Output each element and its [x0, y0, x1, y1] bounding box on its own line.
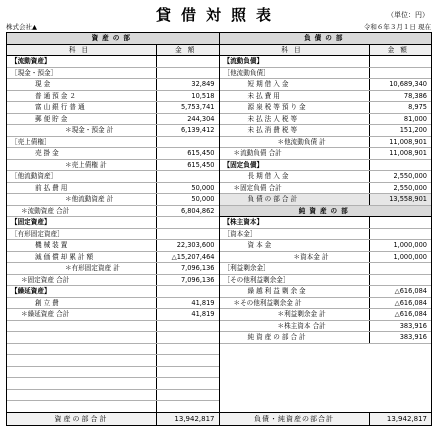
row-label: ［資本金］ [220, 229, 370, 240]
assets-total [7, 412, 219, 425]
row-label: 【固定資産】 [7, 217, 157, 228]
table-row [7, 309, 219, 321]
report-date: 令和６年３月１日 現在 [363, 23, 431, 31]
table-row [7, 229, 219, 241]
row-amount [370, 160, 432, 171]
row-amount [157, 321, 219, 332]
table-row [220, 68, 432, 80]
table-row [7, 160, 219, 172]
table-row [220, 125, 432, 137]
row-label: 前払費用 [7, 183, 157, 194]
row-amount [157, 344, 219, 355]
totals-row [6, 412, 432, 426]
row-label: ＊他流動資産 計 [7, 194, 157, 205]
table-row [7, 321, 219, 333]
row-amount: 78,386 [403, 91, 427, 100]
liabilities-total-label: 負債・純資産の部合計 [220, 413, 370, 425]
table-row [220, 217, 432, 229]
row-label: 源泉税等預り金 [220, 102, 370, 113]
table-row [220, 286, 432, 298]
table-row [7, 263, 219, 275]
table-row [7, 102, 219, 114]
row-label: 減価償却累計額 [7, 252, 157, 263]
row-amount: △616,084 [394, 287, 427, 295]
row-label: 未払費用 [220, 91, 370, 102]
row-label [7, 367, 157, 378]
row-amount [157, 171, 219, 182]
row-label: ＊資本金 計 [220, 252, 370, 263]
row-amount [370, 217, 432, 228]
row-amount: 50,000 [191, 195, 215, 203]
liabilities-column [219, 33, 432, 424]
row-amount [157, 56, 219, 67]
row-label: 繰越利益剰余金 [220, 286, 370, 297]
assets-total-label: 資産の部合計 [7, 413, 157, 425]
liabilities-column-headers [220, 45, 432, 57]
row-amount: 7,096,136 [180, 275, 215, 284]
row-label [7, 321, 157, 332]
table-row [7, 125, 219, 137]
assets-column [7, 33, 219, 424]
row-label: ＊流動負債 合計 [220, 148, 370, 159]
unit-label: （単位：円） [387, 11, 429, 19]
table-row [220, 148, 432, 160]
row-label: 負債の部合計 [220, 194, 370, 205]
row-label: 普通預金２ [7, 91, 157, 102]
table-row [7, 286, 219, 298]
row-amount: 1,000,000 [393, 241, 427, 249]
row-amount: 615,450 [187, 160, 215, 169]
table-row [7, 252, 219, 264]
row-label: ［他流動負債］ [220, 68, 370, 79]
row-label: ＊有形固定資産 計 [7, 263, 157, 274]
row-amount [157, 355, 219, 366]
table-row [220, 194, 432, 206]
row-amount: 32,849 [191, 80, 215, 88]
row-label: ＊利益剰余金 計 [220, 309, 370, 320]
row-label [7, 378, 157, 389]
row-label: 資本金 [220, 240, 370, 251]
row-amount: 151,200 [399, 126, 427, 134]
table-row [7, 79, 219, 91]
row-amount: 2,550,000 [393, 183, 427, 192]
row-amount: 2,550,000 [393, 172, 427, 180]
row-label [7, 355, 157, 366]
row-amount [157, 390, 219, 401]
row-amount: 41,819 [191, 310, 215, 318]
item-header: 科目 [7, 45, 157, 56]
table-row [7, 68, 219, 80]
row-label [7, 390, 157, 401]
table-row [220, 56, 432, 68]
row-label: ＊売上債権 計 [7, 160, 157, 171]
table-row [7, 114, 219, 126]
row-label: 【流動資産】 [7, 56, 157, 67]
row-amount: 81,000 [403, 114, 427, 123]
table-row [220, 309, 432, 321]
table-row [7, 240, 219, 252]
row-label: 創立費 [7, 298, 157, 309]
row-amount [157, 367, 219, 378]
row-label: 長期借入金 [220, 171, 370, 182]
row-amount: 50,000 [191, 183, 215, 192]
row-amount: 11,008,901 [389, 149, 427, 157]
row-label: ［売上債権］ [7, 137, 157, 148]
assets-section-header: 資産の部 [7, 33, 219, 45]
row-amount [157, 332, 219, 343]
row-amount: 6,804,862 [180, 206, 215, 215]
row-label [7, 401, 157, 412]
row-label: 【流動負債】 [220, 56, 370, 67]
net-assets-section-header: 純資産の部 [220, 206, 432, 218]
assets-rows [7, 56, 219, 424]
row-amount [370, 68, 432, 79]
row-label: ［有形固定資産］ [7, 229, 157, 240]
assets-column-headers [7, 45, 219, 57]
table-row [7, 56, 219, 68]
table-row [7, 344, 219, 356]
table-row [7, 390, 219, 402]
row-label: 【株主資本】 [220, 217, 370, 228]
table-row [7, 137, 219, 149]
row-label: 【繰延資産】 [7, 286, 157, 297]
table-row [220, 91, 432, 103]
balance-sheet-table [6, 32, 432, 425]
row-amount [157, 378, 219, 389]
item-header: 科目 [220, 45, 370, 56]
row-label: ＊固定資産 合計 [7, 275, 157, 286]
row-label: ＊現金・預金 計 [7, 125, 157, 136]
document-title: 貸借対照表 [155, 6, 281, 24]
company-name: 株式会社▲ [6, 23, 37, 31]
row-amount: 8,975 [408, 103, 427, 111]
row-label [7, 344, 157, 355]
table-row [7, 355, 219, 367]
row-label: ＊その他利益剰余金 計 [220, 298, 370, 309]
table-row [7, 91, 219, 103]
table-row [220, 240, 432, 252]
row-amount: 22,303,600 [176, 241, 215, 249]
table-row [7, 367, 219, 379]
row-amount [157, 286, 219, 297]
row-amount [157, 137, 219, 148]
row-amount: 1,000,000 [393, 252, 427, 261]
row-amount: 11,008,901 [389, 137, 427, 146]
assets-total-amount: 13,942,817 [174, 415, 215, 423]
amount-header: 金額 [387, 45, 413, 54]
liabilities-total-amount: 13,942,817 [386, 415, 427, 423]
row-label: 郵便貯金 [7, 114, 157, 125]
table-row [220, 252, 432, 264]
liabilities-total-row [220, 412, 432, 425]
table-row [220, 263, 432, 275]
row-label: 未払法人税等 [220, 114, 370, 125]
row-label: 売掛金 [7, 148, 157, 159]
row-amount [157, 68, 219, 79]
row-label: 現金 [7, 79, 157, 90]
row-amount [370, 229, 432, 240]
table-row [7, 171, 219, 183]
row-amount [157, 217, 219, 228]
row-amount: 6,139,412 [180, 126, 215, 134]
row-amount [370, 275, 432, 286]
table-row [7, 298, 219, 310]
table-row [220, 298, 432, 310]
row-amount [370, 263, 432, 274]
table-row [220, 137, 432, 149]
row-amount: 7,096,136 [180, 264, 215, 272]
row-label: ＊繰延資産 合計 [7, 309, 157, 320]
row-amount: △616,084 [394, 310, 427, 318]
liabilities-total [219, 412, 432, 425]
row-label: ［現金・預金］ [7, 68, 157, 79]
row-amount [157, 401, 219, 412]
liabilities-rows [220, 56, 432, 344]
table-row [7, 194, 219, 206]
row-label: 【固定負債】 [220, 160, 370, 171]
row-label: 純資産の部合計 [220, 332, 370, 343]
table-row [220, 102, 432, 114]
table-row [7, 332, 219, 344]
table-row [220, 183, 432, 195]
table-row [220, 275, 432, 287]
row-label: 機械装置 [7, 240, 157, 251]
row-amount: 13,558,901 [389, 195, 427, 203]
table-row [220, 171, 432, 183]
table-row [220, 229, 432, 241]
assets-total-row [7, 412, 219, 425]
row-label: ［利益剰余金］ [220, 263, 370, 274]
row-amount: △616,084 [394, 298, 427, 307]
liabilities-section-header: 負債の部 [220, 33, 432, 45]
row-label: 短期借入金 [220, 79, 370, 90]
table-row [7, 206, 219, 218]
table-row [220, 160, 432, 172]
amount-header: 金額 [175, 45, 201, 54]
table-row [220, 332, 432, 344]
row-amount: 383,916 [399, 321, 427, 330]
table-row [7, 275, 219, 287]
row-label: 未払消費税等 [220, 125, 370, 136]
row-amount: 5,753,741 [180, 103, 215, 111]
row-amount [157, 229, 219, 240]
table-row [7, 401, 219, 413]
table-row [7, 183, 219, 195]
row-amount [370, 56, 432, 67]
table-row [7, 148, 219, 160]
table-row [220, 321, 432, 333]
table-row [7, 217, 219, 229]
row-label: ＊固定負債 合計 [220, 183, 370, 194]
row-amount: 10,689,340 [389, 80, 427, 88]
row-amount: 383,916 [399, 333, 427, 341]
row-label [7, 332, 157, 343]
table-row [220, 114, 432, 126]
table-row [7, 378, 219, 390]
row-label: ［その他利益剰余金］ [220, 275, 370, 286]
row-amount: △15,207,464 [171, 252, 215, 261]
row-label: ＊他流動負債 計 [220, 137, 370, 148]
row-label: ＊流動資産 合計 [7, 206, 157, 217]
row-label: 富山銀行普通 [7, 102, 157, 113]
row-label: ［他流動資産］ [7, 171, 157, 182]
table-row [220, 79, 432, 91]
row-amount: 244,304 [187, 114, 215, 123]
row-amount: 615,450 [187, 149, 215, 157]
row-amount: 10,518 [191, 91, 215, 100]
row-amount: 41,819 [191, 298, 215, 307]
row-label: ＊株主資本 合計 [220, 321, 370, 332]
